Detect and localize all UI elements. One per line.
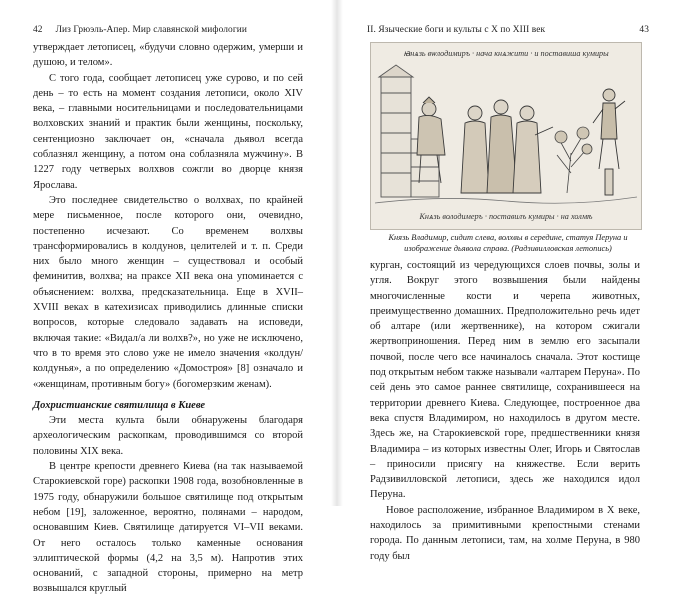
left-paragraph-5: В центре крепости древнего Киева (на так называемой Старокиевской горе) раскопки 1908 года, возобновленные в 1975 году, обнаружили большое святилище под открытым небом [19], заложенное, вероятно, полянами – народом, основавшим Киев. Святилище датируется VI–VII веками. От него осталось только каменные основания эллиптической формы (4,2 на 3,5 м). Напротив этих оснований, с западной стороны, примерно на метр возвышался круглый xyxy=(33,461,303,595)
right-page xyxy=(337,0,674,562)
right-paragraph-2: Новое расположение, избранное Владимиром в X веке, находилось за примитивными крепостными стенами города. По данным летописи, там, на холме Перуна, в 980 году был xyxy=(370,504,640,562)
left-running-title: Лиз Грюэль-Апер. Мир славянской мифологии xyxy=(55,25,248,35)
left-paragraph-4: Эти места культа были обнаружены благодаря археологическим раскопкам, проводившимся со второй половины XIX века. xyxy=(33,415,303,457)
left-running-head xyxy=(33,25,303,35)
miniature-illustration xyxy=(370,42,642,230)
left-paragraph-2: С того года, сообщает летописец уже сурово, и по сей день – то есть на момент создания летописи, около XIV века, – главными носительницами и последовательницами волховских знаний и практик были женщины, поскольку, сентенциозно заключает он, «сначала дьявол всегда соблазнял женщину, а потом она соблазняла мужчину». В 1227 году четверых волхвов сожгли во дворце князя Ярослава. xyxy=(33,72,303,191)
left-body-text xyxy=(33,40,303,597)
right-page-number: 43 xyxy=(639,25,649,35)
left-page-number: 42 xyxy=(33,25,43,35)
miniature-drawing xyxy=(371,43,641,229)
section-heading: Дохристианские святилища в Киеве xyxy=(33,399,206,411)
illustration-caption: Князь Владимир, сидит слева, волхвы в середине, статуя Перуна и изображение дьявола справа. (Радзивилловская летопись) xyxy=(388,233,628,253)
right-paragraph-1: курган, состоящий из чередующихся слоев почвы, золы и угля. Вокруг этого возвышения были найдены многочисленные кости и черепа животных, преимущественно домашних. Предположительно речь идет об алтаре (или жертвеннике), на котором сжигали жертвоприношения. Перед ним в землю его засыпали почвой, после чего все начиналось сначала. Этот костище под открытым небом также называли «алтарем Перуна». По сей день это самое раннее святилище, сохранившееся на территории древнего Киева. Следующее, построенное два века спустя Владимиром, но находилось в другом месте. Здесь же, на Старокиевской горе, предшественники князя Владимира – из которых известны Олег, Игорь и Святослав – приносили присягу на княжестве. Если верить Радзивилловской летописи, здесь же находился идол Перуна. xyxy=(370,260,640,501)
bottom-inscription: Кнѧзь володимеръ · поставилъ кумиры · на холмѣ xyxy=(419,212,593,221)
right-running-head xyxy=(367,25,649,35)
top-inscription: ꙗнѧзь вѡлодимиръ · нача кнѧжити · и поставиша кумиры xyxy=(403,49,609,58)
left-paragraph-3: Это последнее свидетельство о волхвах, по крайней мере письменное, после которого они, очевидно, постепенно исчезают. Со временем волхвы трансформировались в колдунов, целителей и т. п. Среди них было много женщин – существовал и особый феминитив, волхва; на праксе XII века она упоминается с объяснением: волхва, предсказательница. Еще в XVII–XVIII веках в катехизисах приводились длинные списки вопросов, которые следовало задавать на исповеди, включая такие: «Видал/а ли волхв?», но уже не исключено, что в то время это слово уже не имело значения «колдун/колдунья», а по определению «Домостроя» [8] означало и «женщинам, противным богу» (богомерзким женам). xyxy=(33,194,303,390)
left-paragraph-1: утверждает летописец, «будучи словно одержим, умерши и душою, и телом». xyxy=(33,42,303,69)
left-page xyxy=(0,0,337,595)
right-body-text xyxy=(370,258,640,564)
right-running-title: II. Языческие боги и культы с X по XIII век xyxy=(367,25,546,35)
book-gutter xyxy=(331,0,343,506)
